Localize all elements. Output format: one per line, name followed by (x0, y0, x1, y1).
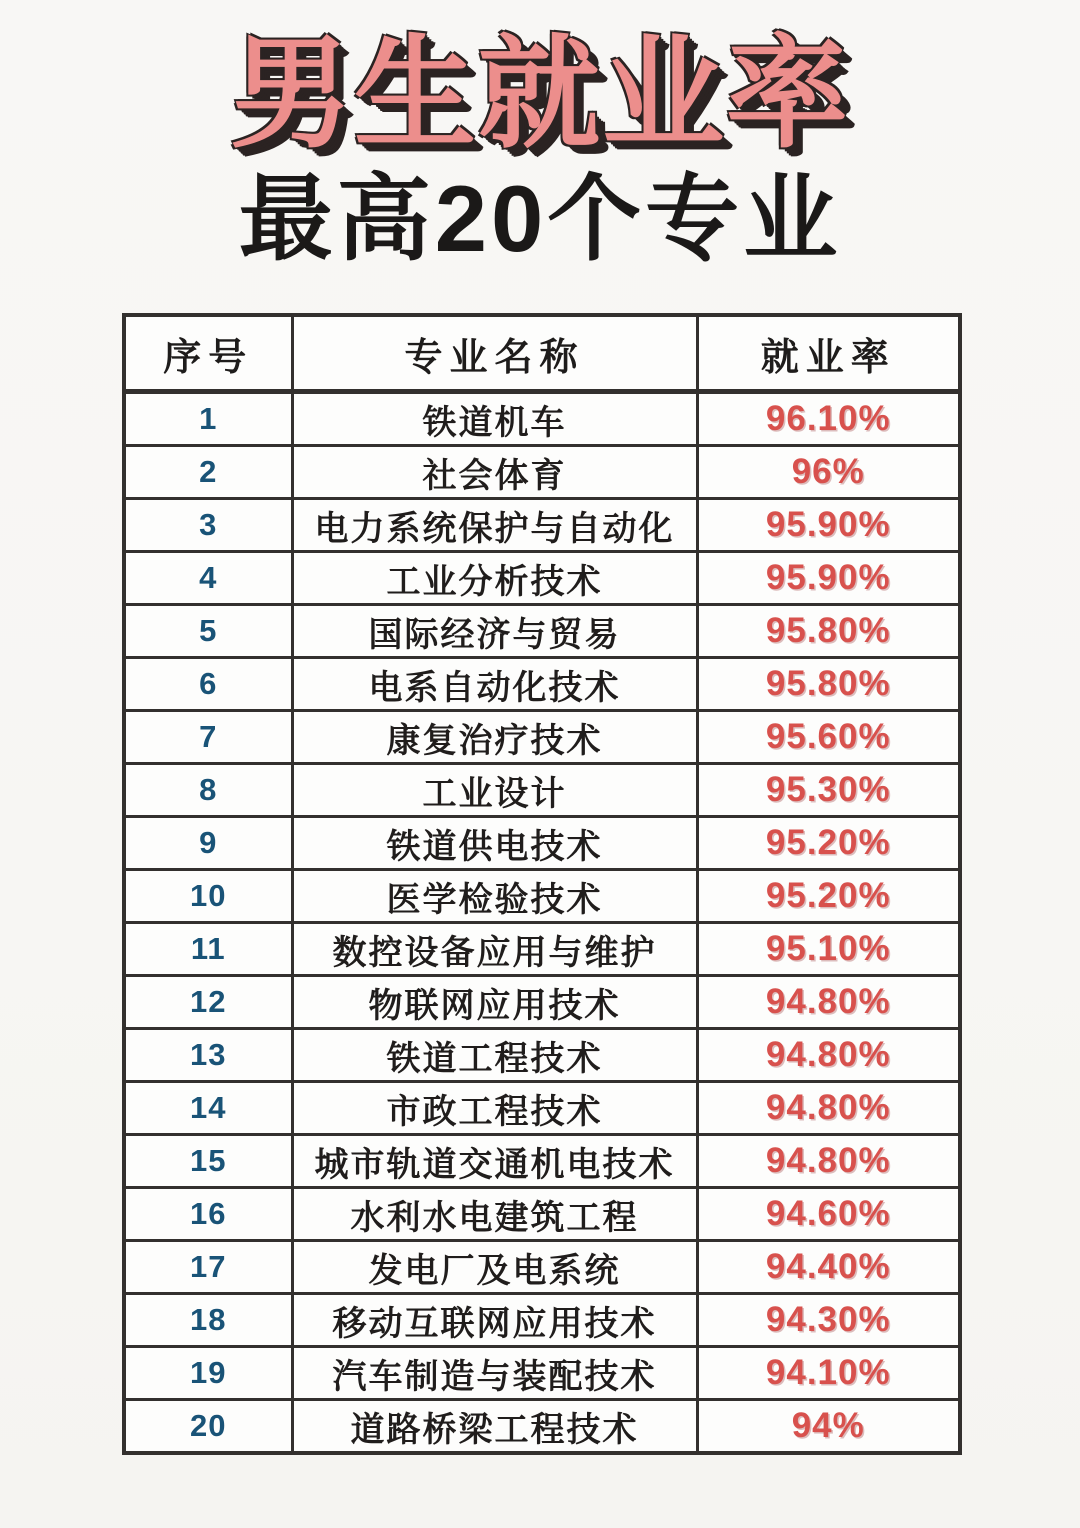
rank-cell: 5 (124, 605, 292, 658)
table-row (124, 817, 960, 870)
rank-cell: 1 (124, 392, 292, 446)
header (0, 0, 1080, 272)
table-row (124, 711, 960, 764)
table-row (124, 976, 960, 1029)
table-row (124, 1400, 960, 1454)
major-cell: 电力系统保护与自动化 (292, 499, 697, 552)
table-row (124, 1188, 960, 1241)
rank-cell: 4 (124, 552, 292, 605)
major-cell: 铁道供电技术 (292, 817, 697, 870)
major-cell: 医学检验技术 (292, 870, 697, 923)
rank-cell: 15 (124, 1135, 292, 1188)
table-row (124, 1135, 960, 1188)
rate-cell: 94.60% (697, 1188, 960, 1241)
major-cell: 水利水电建筑工程 (292, 1188, 697, 1241)
table-row (124, 499, 960, 552)
table-row (124, 1241, 960, 1294)
rate-cell: 95.10% (697, 923, 960, 976)
rate-cell: 95.90% (697, 499, 960, 552)
table-row (124, 392, 960, 446)
major-cell: 市政工程技术 (292, 1082, 697, 1135)
major-cell: 电系自动化技术 (292, 658, 697, 711)
rate-cell: 94% (697, 1400, 960, 1454)
rank-cell: 3 (124, 499, 292, 552)
rate-cell: 96% (697, 446, 960, 499)
major-cell: 工业设计 (292, 764, 697, 817)
table-row (124, 446, 960, 499)
rate-cell: 95.30% (697, 764, 960, 817)
rank-cell: 7 (124, 711, 292, 764)
page-subtitle: 最高20个专业 (238, 166, 842, 272)
rank-cell: 6 (124, 658, 292, 711)
major-cell: 国际经济与贸易 (292, 605, 697, 658)
major-cell: 数控设备应用与维护 (292, 923, 697, 976)
rate-cell: 94.30% (697, 1294, 960, 1347)
table-row (124, 605, 960, 658)
major-cell: 发电厂及电系统 (292, 1241, 697, 1294)
header-rate: 就业率 (697, 315, 960, 392)
rank-cell: 13 (124, 1029, 292, 1082)
rank-cell: 14 (124, 1082, 292, 1135)
table-header-row (124, 315, 960, 392)
major-cell: 物联网应用技术 (292, 976, 697, 1029)
rate-cell: 94.80% (697, 1082, 960, 1135)
major-cell: 康复治疗技术 (292, 711, 697, 764)
table-row (124, 1082, 960, 1135)
major-cell: 铁道工程技术 (292, 1029, 697, 1082)
rate-cell: 94.40% (697, 1241, 960, 1294)
rate-cell: 95.90% (697, 552, 960, 605)
major-cell: 社会体育 (292, 446, 697, 499)
rank-cell: 2 (124, 446, 292, 499)
rank-cell: 9 (124, 817, 292, 870)
major-cell: 移动互联网应用技术 (292, 1294, 697, 1347)
rank-cell: 16 (124, 1188, 292, 1241)
rate-cell: 96.10% (697, 392, 960, 446)
rate-cell: 94.80% (697, 976, 960, 1029)
rank-cell: 11 (124, 923, 292, 976)
rate-cell: 95.80% (697, 605, 960, 658)
table-row (124, 923, 960, 976)
major-cell: 铁道机车 (292, 392, 697, 446)
rank-cell: 10 (124, 870, 292, 923)
header-major: 专业名称 (292, 315, 697, 392)
rank-cell: 18 (124, 1294, 292, 1347)
rate-cell: 95.20% (697, 817, 960, 870)
rank-cell: 19 (124, 1347, 292, 1400)
rate-cell: 94.10% (697, 1347, 960, 1400)
rate-cell: 94.80% (697, 1135, 960, 1188)
page-title: 男生就业率 (230, 26, 850, 162)
rank-cell: 20 (124, 1400, 292, 1454)
ranking-table-container (122, 313, 958, 1455)
table-row (124, 1294, 960, 1347)
header-rank: 序号 (124, 315, 292, 392)
major-cell: 汽车制造与装配技术 (292, 1347, 697, 1400)
rank-cell: 8 (124, 764, 292, 817)
table-row (124, 764, 960, 817)
table-row (124, 1029, 960, 1082)
table-row (124, 870, 960, 923)
rate-cell: 94.80% (697, 1029, 960, 1082)
table-row (124, 658, 960, 711)
major-cell: 城市轨道交通机电技术 (292, 1135, 697, 1188)
major-cell: 道路桥梁工程技术 (292, 1400, 697, 1454)
table-row (124, 552, 960, 605)
rate-cell: 95.80% (697, 658, 960, 711)
rank-cell: 12 (124, 976, 292, 1029)
table-row (124, 1347, 960, 1400)
ranking-table (122, 313, 962, 1455)
rate-cell: 95.60% (697, 711, 960, 764)
rate-cell: 95.20% (697, 870, 960, 923)
major-cell: 工业分析技术 (292, 552, 697, 605)
rank-cell: 17 (124, 1241, 292, 1294)
